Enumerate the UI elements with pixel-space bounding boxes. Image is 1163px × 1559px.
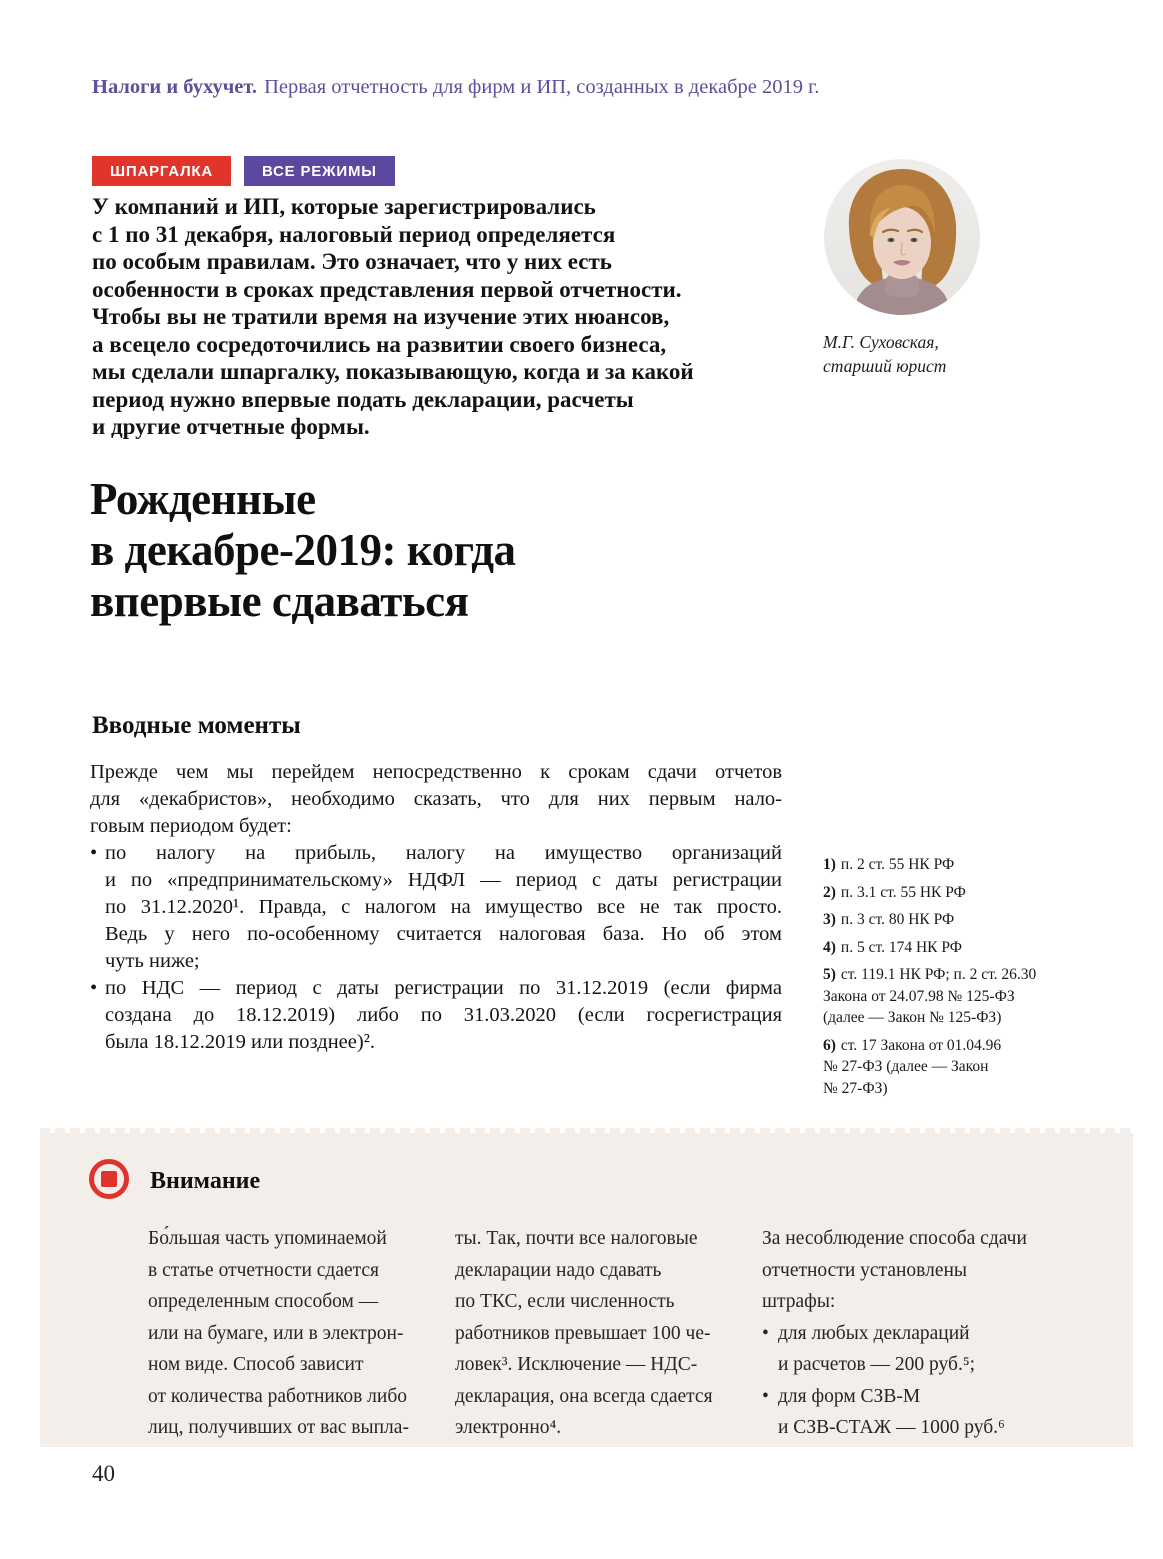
attention-line: ловек³. Исключение — НДС- <box>455 1354 698 1375</box>
attention-line: по ТКС, если численность <box>455 1291 675 1312</box>
badge-vse-rezhimy: ВСЕ РЕЖИМЫ <box>244 156 395 186</box>
footnote-item <box>823 882 1143 904</box>
footnote-number: 1) <box>823 856 836 873</box>
attention-bullet-2-lines <box>778 1381 1102 1444</box>
attention-line: • для форм СЗВ-М <box>778 1385 921 1407</box>
footnote-line: № 27-ФЗ (далее — Закон <box>823 1058 989 1075</box>
author-portrait <box>824 159 980 315</box>
body-bullet-2-lines <box>105 975 782 1056</box>
footnote-number: 2) <box>823 883 836 901</box>
footnote-line: Закона от 24.07.98 № 125-ФЗ <box>823 987 1015 1005</box>
article-title <box>90 474 516 627</box>
footnote-number: 5) <box>823 966 836 983</box>
attention-line: Бо́льшая часть упоминаемой <box>148 1228 387 1249</box>
intro-line: мы сделали шпаргалку, показывающую, когда и за какой <box>92 359 694 384</box>
kicker-article-title: Первая отчетность для фирм и ИП, созданных в декабре 2019 г. <box>264 76 820 98</box>
footnote-text: ст. 17 Закона от 01.04.96 <box>840 1036 1002 1054</box>
footnote-first-line <box>823 964 1143 986</box>
footnote-item <box>823 937 1143 959</box>
kicker <box>92 76 819 99</box>
page-number: 40 <box>92 1461 115 1486</box>
intro-line: особенности в сроках представления первой отчетности. <box>92 276 682 302</box>
intro-line: Чтобы вы не тратили время на изучение этих нюансов, <box>92 304 670 329</box>
body-text <box>90 759 782 1056</box>
intro-paragraph <box>92 193 694 441</box>
body-line: Ведь у него по-особенному считается налоговая база. Но об этом <box>105 923 782 945</box>
body-line: • по налогу на прибыль, налогу на имущество организаций <box>105 842 782 864</box>
footnote-text: п. 3 ст. 80 НК РФ <box>840 911 955 928</box>
body-line: говым периодом будет: <box>90 815 292 837</box>
section-heading: Вводные моменты <box>92 712 301 739</box>
author-caption <box>823 331 946 378</box>
attention-column-3-intro <box>762 1223 1102 1318</box>
attention-line: ном виде. Способ зависит <box>148 1354 364 1375</box>
footnote-item <box>823 854 1143 876</box>
body-line: по 31.12.2020¹. Правда, с налогом на имущество все не так просто. <box>105 896 782 918</box>
attention-line: в статье отчетности сдается <box>148 1259 380 1281</box>
body-line: и по «предпринимательскому» НДФЛ — период с даты регистрации <box>105 869 782 891</box>
badge-shpargalka: ШПАРГАЛКА <box>92 156 231 186</box>
footnote-text: п. 5 ст. 174 НК РФ <box>840 938 962 956</box>
footnote-item <box>823 1035 1143 1100</box>
footnote-first-line <box>823 882 1143 904</box>
footnote-text: п. 2 ст. 55 НК РФ <box>840 856 955 873</box>
article-title-line: Рожденные <box>90 474 316 524</box>
footnote-item <box>823 964 1143 1029</box>
attention-line: лиц, получивших от вас выпла- <box>148 1417 409 1438</box>
article-title-line: в декабре-2019: когда <box>90 525 516 575</box>
footnote-number: 3) <box>823 911 836 928</box>
attention-icon <box>89 1159 129 1199</box>
article-title-line: впервые сдаваться <box>90 576 469 626</box>
footnote-line: (далее — Закон № 125-ФЗ) <box>823 1009 1002 1026</box>
attention-line: и расчетов — 200 руб.⁵; <box>778 1354 976 1375</box>
footnote-first-line <box>823 854 1143 876</box>
attention-line: штрафы: <box>762 1291 836 1312</box>
footnotes <box>823 854 1143 1105</box>
footnote-number: 4) <box>823 938 836 956</box>
author-photo <box>824 159 980 315</box>
attention-line: отчетности установлены <box>762 1259 968 1281</box>
body-line: Прежде чем мы перейдем непосредственно к срокам сдачи отчетов <box>90 761 782 783</box>
body-bullet-2 <box>90 975 782 1056</box>
attention-line: от количества работников либо <box>148 1385 408 1407</box>
body-line: • по НДС — период с даты регистрации по 31.12.2019 (если фирма <box>105 977 782 999</box>
attention-line: электронно⁴. <box>455 1417 562 1438</box>
intro-line: период нужно впервые подать декларации, расчеты <box>92 386 634 412</box>
attention-box <box>40 1133 1133 1447</box>
footnote-text: ст. 119.1 НК РФ; п. 2 ст. 26.30 <box>840 966 1037 983</box>
attention-line: или на бумаге, или в электрон- <box>148 1322 404 1344</box>
attention-line: декларация, она всегда сдается <box>455 1385 713 1407</box>
attention-column-1 <box>148 1223 463 1444</box>
body-line: создана до 18.12.2019) либо по 31.03.2020 (если госрегистрация <box>105 1004 782 1026</box>
kicker-rubric: Налоги и бухучет. <box>92 76 258 98</box>
author-caption-line: М.Г. Суховская, <box>823 332 939 352</box>
attention-bullet-1 <box>762 1318 1102 1381</box>
footnote-first-line <box>823 1035 1143 1057</box>
attention-line: За несоблюдение способа сдачи <box>762 1228 1027 1249</box>
body-line: для «декабристов», необходимо сказать, что для них первым нало- <box>90 788 782 810</box>
badges-row <box>92 156 395 186</box>
body-line: чуть ниже; <box>105 950 200 972</box>
footnote-text: п. 3.1 ст. 55 НК РФ <box>840 883 966 901</box>
intro-line: а всецело сосредоточились на развитии своего бизнеса, <box>92 331 667 357</box>
attention-line: работников превышает 100 че- <box>455 1322 711 1344</box>
intro-line: и другие отчетные формы. <box>92 414 370 439</box>
attention-line: ты. Так, почти все налоговые <box>455 1228 698 1249</box>
footnote-rest <box>823 986 1143 1029</box>
attention-bullet-2 <box>762 1381 1102 1444</box>
intro-line: с 1 по 31 декабря, налоговый период определяется <box>92 221 616 247</box>
attention-heading: Внимание <box>150 1168 261 1194</box>
author-caption-line: старший юрист <box>823 355 947 376</box>
attention-bullet-1-lines <box>778 1318 1102 1381</box>
attention-line: определенным способом — <box>148 1291 379 1312</box>
intro-line: У компаний и ИП, которые зарегистрировались <box>92 194 596 219</box>
body-bullet-1-lines <box>105 840 782 975</box>
intro-line: по особым правилам. Это означает, что у них есть <box>92 249 612 274</box>
attention-line: декларации надо сдавать <box>455 1259 662 1281</box>
body-paragraph <box>90 759 782 840</box>
attention-line: • для любых деклараций <box>778 1322 970 1344</box>
footnote-first-line <box>823 909 1143 931</box>
body-line: была 18.12.2019 или позднее)². <box>105 1031 375 1053</box>
attention-column-2 <box>455 1223 770 1444</box>
footnote-rest <box>823 1056 1143 1099</box>
footnote-first-line <box>823 937 1143 959</box>
footnote-number: 6) <box>823 1036 836 1054</box>
footnote-item <box>823 909 1143 931</box>
attention-column-3 <box>762 1223 1102 1444</box>
footnote-line: № 27-ФЗ) <box>823 1079 888 1097</box>
body-bullet-1 <box>90 840 782 975</box>
attention-line: и СЗВ-СТАЖ — 1000 руб.⁶ <box>778 1417 1005 1438</box>
